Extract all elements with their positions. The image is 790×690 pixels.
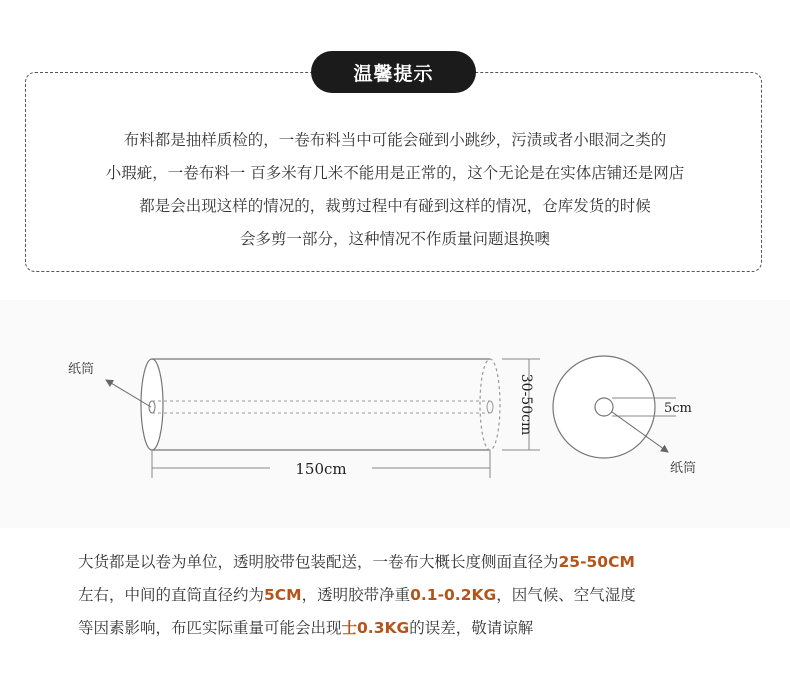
tip-line: 会多剪一部分，这种情况不作质量问题退换噢 — [239, 230, 550, 248]
tip-line: 小瑕疵，一卷布料一 百多米有几米不能用是正常的，这个无论是在实体店铺还是网店 — [105, 164, 685, 182]
spec-line-1 — [78, 546, 758, 579]
tape-weight-highlight: 0.1-0.2KG — [410, 586, 497, 604]
roll-end-view — [553, 356, 676, 458]
width-label: 30-50cm — [518, 373, 534, 436]
spec-text: 等因素影响，布匹实际重量可能会出现 — [78, 619, 342, 637]
tube-label-right: 纸筒 — [670, 461, 697, 476]
weight-error-highlight: 士0.3KG — [341, 619, 410, 637]
roll-side-view — [141, 359, 500, 450]
fabric-roll-diagram — [0, 300, 790, 528]
spec-text: ，因气候、空气湿度 — [496, 586, 636, 604]
core-label: 5cm — [664, 401, 692, 416]
tip-line: 都是会出现这样的情况的，裁剪过程中有碰到这样的情况，仓库发货的时候 — [139, 197, 651, 215]
tip-text — [45, 124, 745, 256]
length-label: 150cm — [295, 460, 347, 478]
spec-text: 左右，中间的直筒直径约为 — [78, 586, 265, 604]
tip-line: 布料都是抽样质检的，一卷布料当中可能会碰到小跳纱，污渍或者小眼洞之类的 — [123, 131, 667, 149]
spec-text: ，透明胶带净重 — [301, 586, 411, 604]
tube-label-left: 纸筒 — [68, 362, 95, 377]
roll-spec-text — [78, 546, 758, 645]
spec-line-3 — [78, 612, 758, 645]
tip-title: 温馨提示 — [311, 51, 476, 93]
spec-text: 的误差，敬请谅解 — [409, 619, 534, 637]
core-diameter-highlight: 5CM — [264, 586, 302, 604]
diameter-highlight: 25-50CM — [558, 553, 635, 571]
spec-line-2 — [78, 579, 758, 612]
spec-text: 大货都是以卷为单位，透明胶带包装配送，一卷布大概长度侧面直径为 — [78, 553, 559, 571]
